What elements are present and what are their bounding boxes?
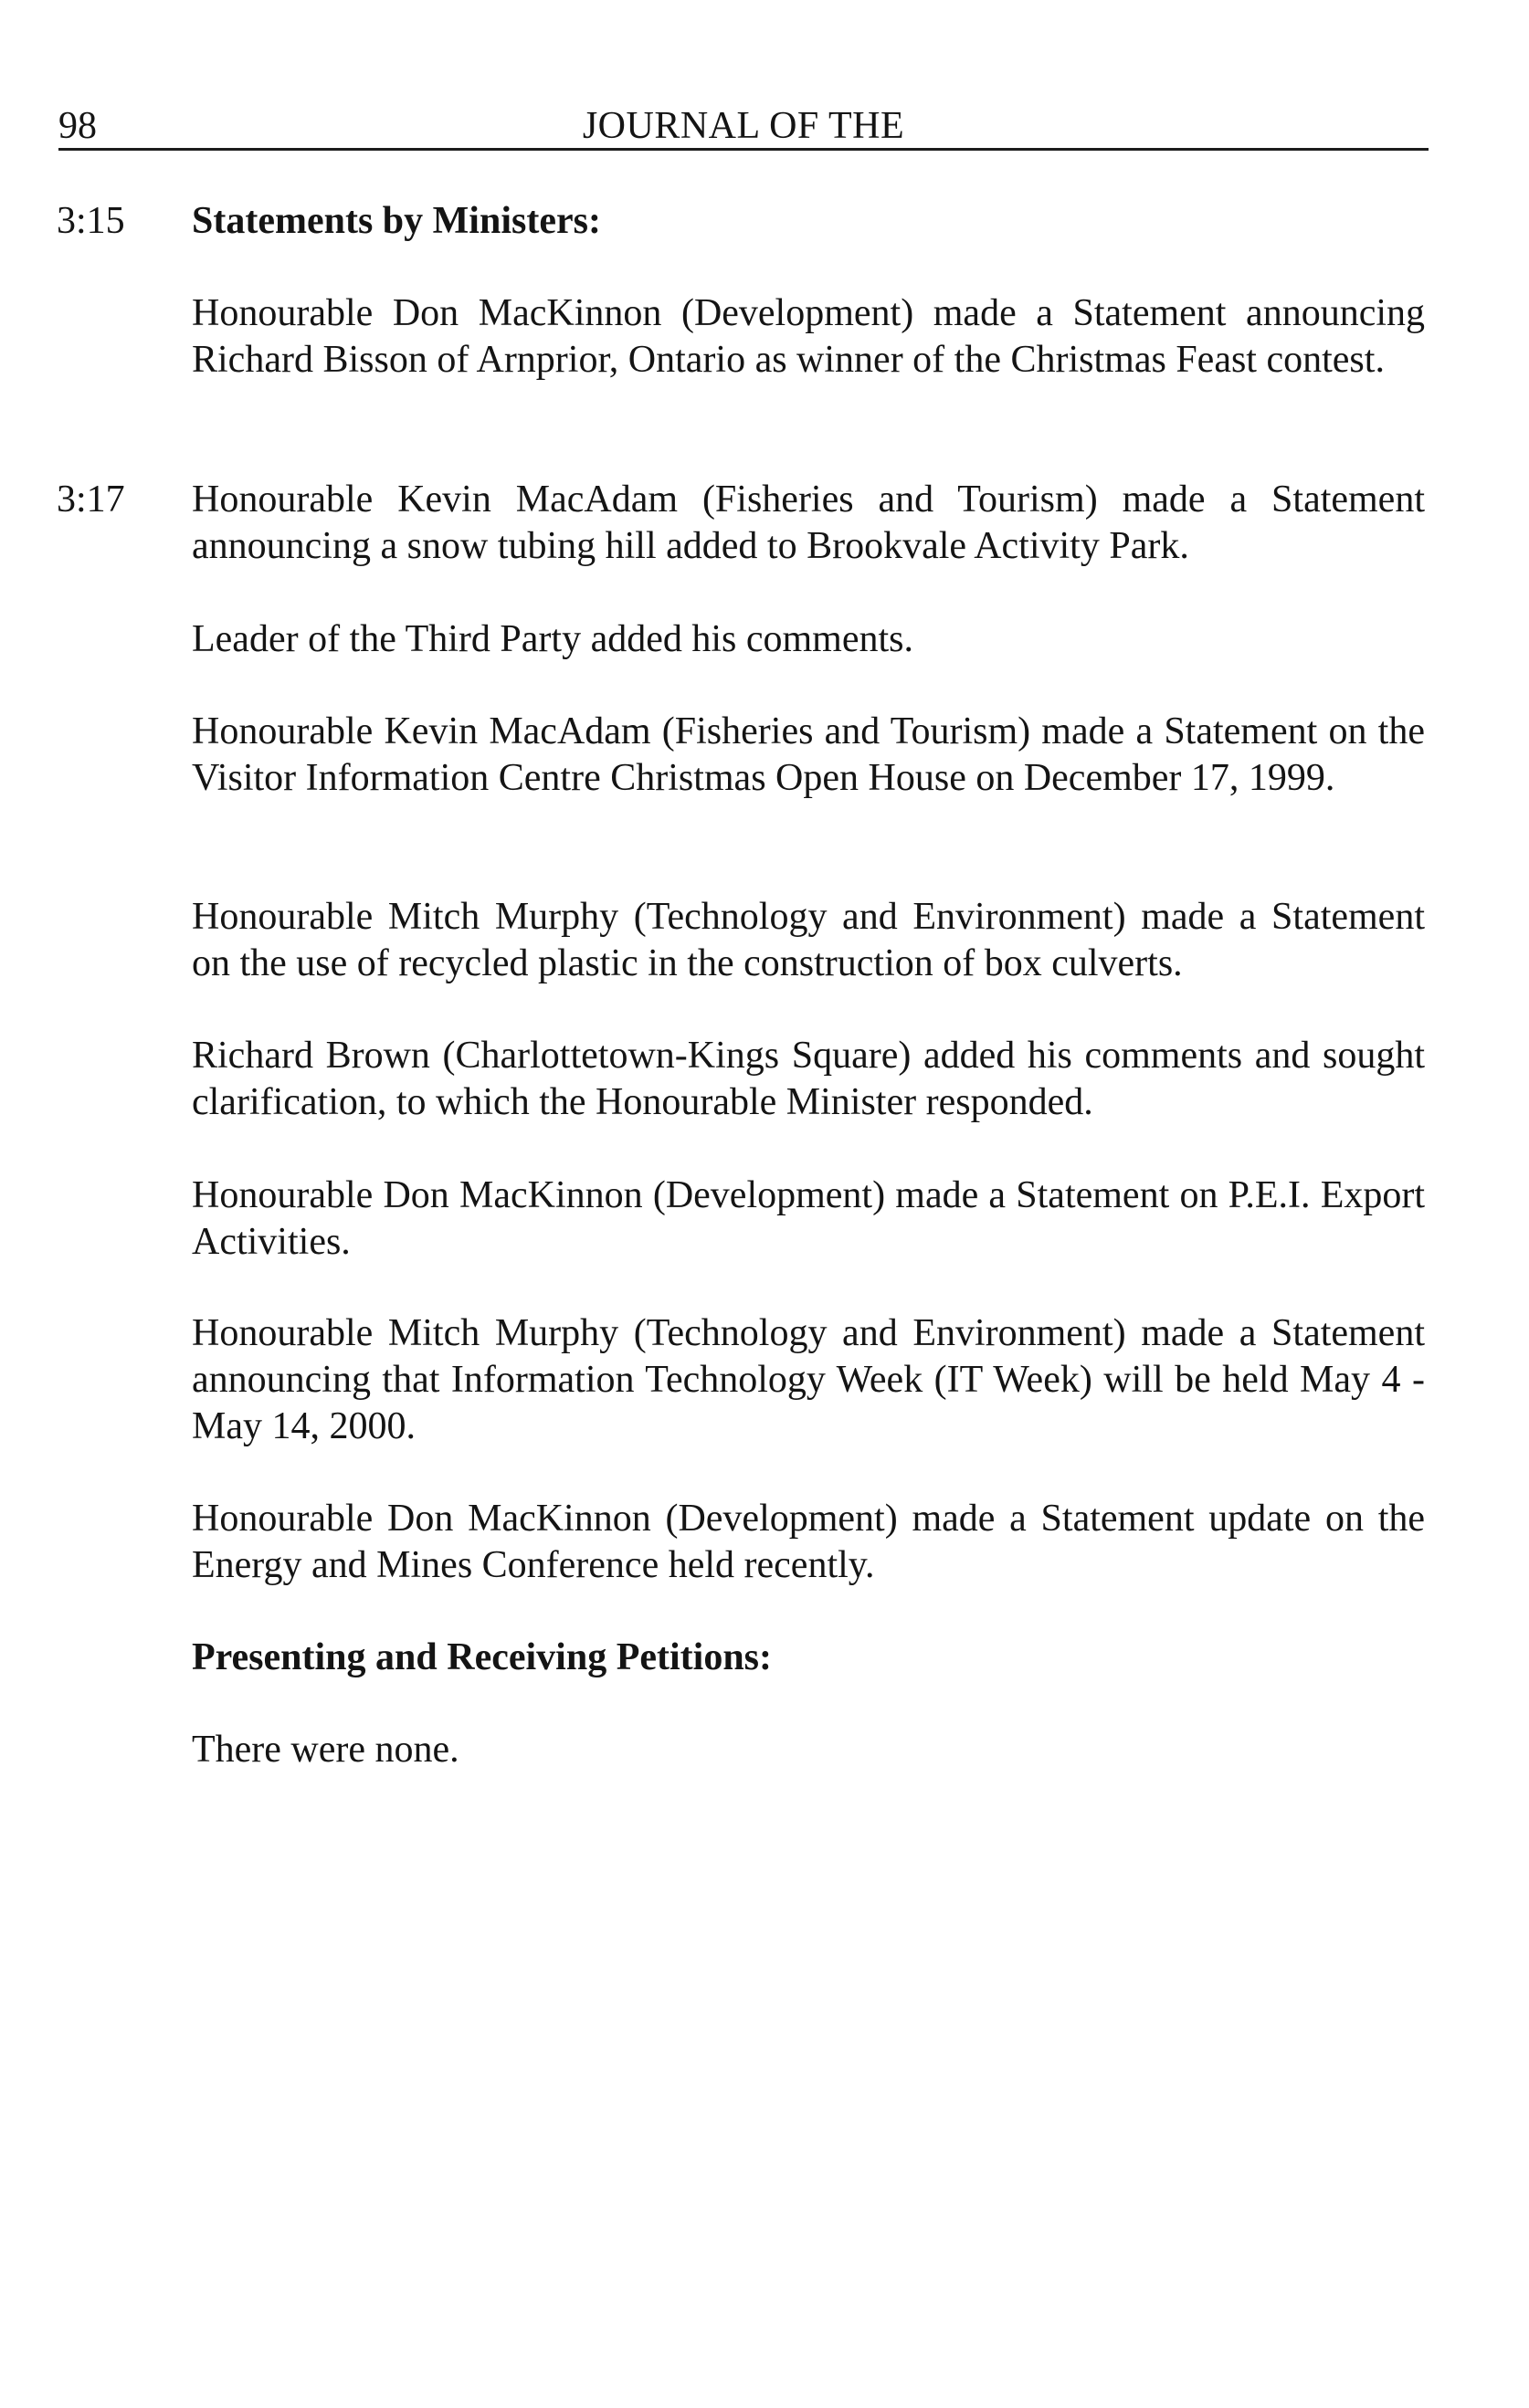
paragraph-text: Honourable Mitch Murphy (Technology and Environment) made a Statement on the use of recycled plastic in the construction of box culverts. [192,896,1425,984]
paragraph-text: Honourable Kevin MacAdam (Fisheries and Tourism) made a Statement on the Visitor Information Centre Christmas Open House on December 17, 1999. [192,710,1425,799]
statement-paragraph [192,616,1425,663]
section-heading-petitions: Presenting and Receiving Petitions: [192,1636,773,1678]
statement-paragraph [192,1496,1425,1589]
statement-paragraph [192,477,1425,570]
section-heading-statements: Statements by Ministers: [192,200,601,242]
journal-title: JOURNAL OF THE [582,105,905,147]
statement-paragraph [192,894,1425,987]
paragraph-text: Honourable Mitch Murphy (Technology and Environment) made a Statement announcing that Information Technology Week (IT Week) will be held May 4 - May 14, 2000. [192,1312,1425,1447]
paragraph-text: Honourable Don MacKinnon (Development) made a Statement announcing Richard Bisson of Arnprior, Ontario as winner of the Christmas Feast contest. [192,292,1425,381]
statement-paragraph [192,1033,1425,1126]
paragraph-text: Leader of the Third Party added his comments. [192,618,914,660]
paragraph-text: Richard Brown (Charlottetown-Kings Square) added his comments and sought clarification, to which the Honourable Minister responded. [192,1035,1425,1123]
statement-paragraph [192,1310,1425,1450]
paragraph-text: Honourable Kevin MacAdam (Fisheries and Tourism) made a Statement announcing a snow tubing hill added to Brookvale Activity Park. [192,478,1425,567]
statement-paragraph [192,1727,1425,1773]
page-number: 98 [58,105,97,147]
statement-paragraph [192,1172,1425,1266]
paragraph-text: Honourable Don MacKinnon (Development) made a Statement on P.E.I. Export Activities. [192,1174,1425,1263]
time-label: 3:17 [57,478,125,521]
paragraph-text: Honourable Don MacKinnon (Development) made a Statement update on the Energy and Mines Conference held recently. [192,1498,1425,1586]
paragraph-text: There were none. [192,1729,459,1771]
time-label: 3:15 [57,200,125,242]
header-rule [58,148,1429,151]
running-head [58,99,1429,153]
statement-paragraph [192,290,1425,384]
statement-paragraph [192,709,1425,802]
